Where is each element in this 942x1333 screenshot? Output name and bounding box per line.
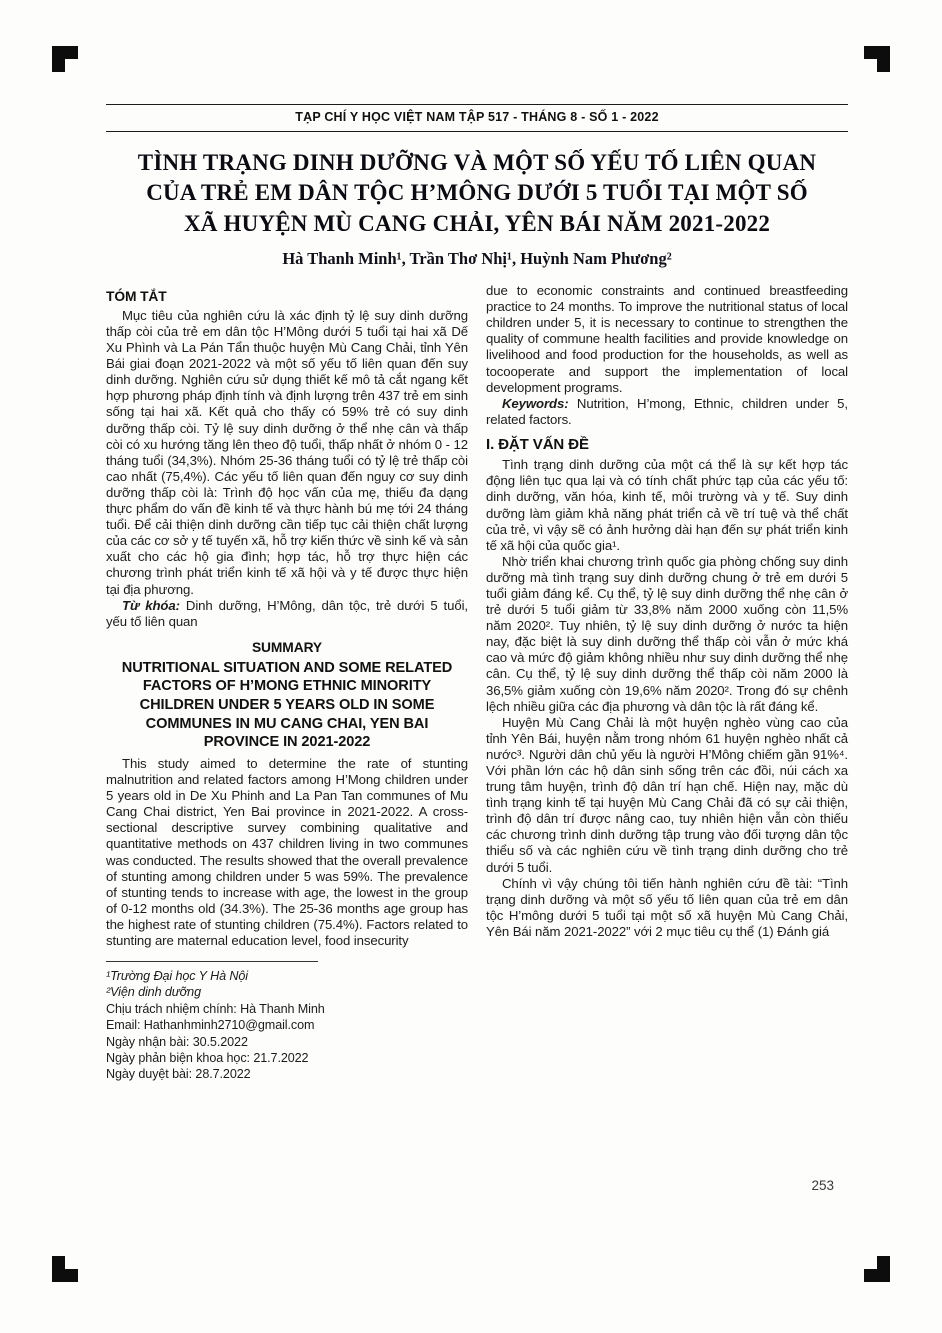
footnote-corresponding-author: Chịu trách nhiệm chính: Hà Thanh Minh — [106, 1001, 325, 1016]
footnote-date-received: Ngày nhận bài: 30.5.2022 — [106, 1034, 248, 1049]
footnote-date-accepted: Ngày duyệt bài: 28.7.2022 — [106, 1067, 251, 1082]
abstract-en-body-left: This study aimed to determine the rate of stunting malnutrition and related factors among H’Mong children under 5 years old in De Xu Phinh and La Pan Tan communes of Mu Cang Chai district, Yen Bai province in 2021-2022. A cross-sectional descriptive survey combining qualitative and quantitative methods on 437 children living in two communes was conducted. The results showed that the overall prevalence of stunting among children under 5 was 59%. The prevalence of stunting tends to increase with age, the lowest in the group of 0-12 months old (34.3%). The 25-36 months age group has the highest rate of stunting children (75.4%). Factors related to stunting are maternal education level, food insecurity — [106, 755, 468, 948]
footnote-date-reviewed: Ngày phản biện khoa học: 21.7.2022 — [106, 1050, 309, 1065]
introduction-paragraph-3: Huyện Mù Cang Chải là một huyện nghèo vùng cao của tỉnh Yên Bái, huyện nằm trong nhóm 61 huyện nghèo nhất cả nước³. Người dân chủ yếu là người H’Mông chiếm gần 91%⁴. Với phần lớn các hộ dân sinh sống trên các đồi, núi cách xa trung tâm huyện, trình độ dân trí hạn chế. Hiện nay, mặc dù tình trạng kinh tế tại huyện Mù Cang Chải đã có sự cải thiện, trình độ dân trí được nâng cao, tuy nhiên hiện vẫn còn thiếu các chương trình dinh dưỡng tập trung vào đối tượng dân tộc thiểu số và các nghiên cứu về tình trạng dinh dưỡng cho trẻ dưới 5 tuổi. — [486, 714, 848, 875]
footnote-rule — [106, 961, 318, 962]
footnote-email: Email: Hathanhminh2710@gmail.com — [106, 1018, 315, 1033]
introduction-heading: I. ĐẶT VẤN ĐỀ — [486, 435, 589, 453]
keywords-en-text: Nutrition, H’mong, Ethnic, children under 5, related factors. — [486, 395, 848, 427]
keywords-vi-label: Từ khóa: — [122, 597, 180, 613]
crop-mark-top-left — [52, 46, 78, 72]
article-title-line-2: CỦA TRẺ EM DÂN TỘC H’MÔNG DƯỚI 5 TUỔI TẠI MỘT SỐ — [146, 180, 808, 206]
abstract-vi-keywords-line — [106, 598, 468, 630]
footnote-block — [106, 961, 468, 1083]
header-rule-bottom — [106, 131, 848, 132]
article-title-line-1: TÌNH TRẠNG DINH DƯỠNG VÀ MỘT SỐ YẾU TỐ LIÊN QUAN — [137, 150, 817, 175]
abstract-en-title: NUTRITIONAL SITUATION AND SOME RELATED FACTORS OF H’MONG ETHNIC MINORITY CHILDREN UNDER 5 YEARS OLD IN SOME COMMUNES IN MU CANG CHAI, YEN BAI PROVINCE IN 2021-2022 — [121, 659, 453, 751]
keywords-vi-text: Dinh dưỡng, H’Mông, dân tộc, trẻ dưới 5 tuổi, yếu tố liên quan — [106, 597, 468, 629]
introduction-paragraph-4: Chính vì vậy chúng tôi tiến hành nghiên cứu đề tài: “Tình trạng dinh dưỡng và một số yếu tố liên quan của trẻ em dân tộc H’mông dưới 5 tuổi tại một số xã huyện Mù Cang Chải, Yên Bái năm 2021-2022” với 2 mục tiêu cụ thể (1) Đánh giá — [486, 875, 848, 939]
article-title-line-3: XÃ HUYỆN MÙ CANG CHẢI, YÊN BÁI NĂM 2021-2022 — [183, 210, 771, 236]
two-column-body — [106, 283, 848, 1083]
footnote-affiliation-2: ²Viện dinh dưỡng — [106, 985, 201, 1000]
crop-mark-bottom-left — [52, 1256, 78, 1282]
introduction-paragraph-2: Nhờ triển khai chương trình quốc gia phòng chống suy dinh dưỡng mà tình trạng suy dinh dưỡng chung ở trẻ em dưới 5 tuổi giảm đáng kể. Cụ thể, tỷ lệ suy dinh dưỡng thể nhẹ cân ở trẻ dưới 5 tuổi giảm từ 33,8% năm 2000 xuống còn 11,5% năm 2020². Tuy nhiên, tỷ lệ suy dinh dưỡng ở nước ta hiện nay, đặc biệt là suy dinh dưỡng thể thấp còi vẫn ở mức khá cao và mức độ giảm không nhiều như suy dinh dưỡng thể nhẹ cân. Cụ thể, tỷ lệ suy dinh dưỡng thể thấp còi năm 2000 là 36,5% giảm xuống còn 19,6% năm 2020². Trong đó sự chênh lệch nhiều giữa các địa phương và dân tộc là rất đáng kể. — [486, 553, 848, 714]
journal-running-head — [106, 104, 848, 132]
authors-line: Hà Thanh Minh¹, Trần Thơ Nhị¹, Huỳnh Nam Phương² — [282, 249, 672, 269]
introduction-paragraph-1: Tình trạng dinh dưỡng của một cá thể là sự kết hợp tác động liên tục qua lại và có tính chất phức tạp của các yếu tố: dinh dưỡng, văn hóa, kinh tế, môi trường và y tế. Suy dinh dưỡng làm giảm khả năng phát triển cả về trí tuệ và thể chất của trẻ, vì vậy sẽ có ảnh hưởng dài hạn đến sự phát triển kinh tế xã hội của quốc gia¹. — [486, 457, 848, 553]
summary-heading: SUMMARY — [251, 639, 323, 655]
keywords-en-label: Keywords: — [502, 395, 569, 411]
article-title — [106, 148, 848, 239]
abstract-vi-heading: TÓM TẮT — [106, 289, 167, 305]
left-column — [106, 283, 468, 1083]
footnote-affiliation-1: ¹Trường Đại học Y Hà Nội — [106, 969, 248, 984]
journal-header-text: TẠP CHÍ Y HỌC VIỆT NAM TẬP 517 - THÁNG 8 - SỐ 1 - 2022 — [295, 110, 659, 124]
abstract-vi-body: Mục tiêu của nghiên cứu là xác định tỷ lệ suy dinh dưỡng thấp còi của trẻ em dân tộc H’Mông dưới 5 tuổi tại hai xã Dế Xu Phình và La Pán Tẩn thuộc huyện Mù Cang Chải, tỉnh Yên Bái giai đoạn 2021-2022 và một số yếu tố liên quan đến suy dinh dưỡng. Nghiên cứu sử dụng thiết kế mô tả cắt ngang kết hợp phương pháp định tính và định lượng trên 437 trẻ em sinh sống tại hai xã. Kết quả cho thấy có 59% trẻ có suy dinh dưỡng thấp còi. Tỷ lệ suy dinh dưỡng ở thể nhẹ cân và thấp còi có xu hướng tăng lên theo độ tuổi, thấp nhất ở nhóm 0 - 12 tháng tuổi (34,3%). Nhóm 25-36 tháng tuổi có tỷ lệ trẻ thấp còi cao nhất (75,4%). Các yếu tố liên quan đến nguy cơ suy dinh dưỡng thấp còi là: Trình độ học vấn của mẹ, thiếu đa dạng thực phẩm do vấn đề kinh tế và thực hành bú mẹ tới 24 tháng tuổi. Để cải thiện dinh dưỡng cần tiếp tục cải thiện chất lượng của các cơ sở y tế tuyến xã, hỗ trợ kiến thức về sinh kế và sản xuất cho các hộ gia đình; hợp tác, hỗ trợ thực hiện các chương trình phát triển kinh tế xã hội và y tế được thực hiện tại địa phương. — [106, 307, 468, 597]
crop-mark-top-right — [864, 46, 890, 72]
right-column — [486, 283, 848, 940]
page-number: 253 — [811, 1178, 834, 1193]
crop-mark-bottom-right — [864, 1256, 890, 1282]
abstract-en-body-right: due to economic constraints and continued breastfeeding practice to 24 months. To improve the nutritional status of local children under 5, it is necessary to continue to strengthen the quality of commune health facilities and provide knowledge on livelihood and food production for the households, as well as tocooperate and support the implementation of local development programs. — [486, 283, 848, 395]
abstract-en-keywords-line — [486, 396, 848, 428]
page-content — [106, 104, 848, 1083]
